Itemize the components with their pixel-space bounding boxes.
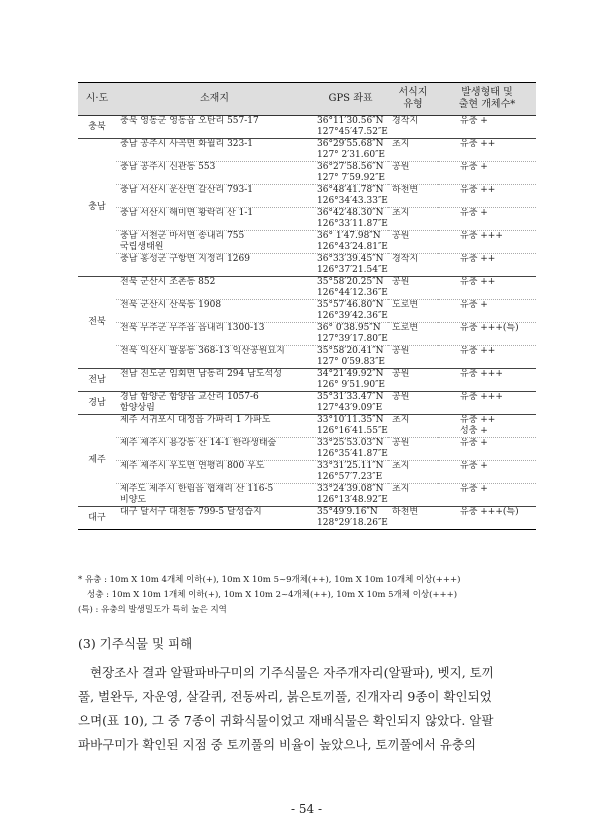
occurrence-cell: 유충 + bbox=[438, 208, 536, 231]
occurrence-cell: 유충 + bbox=[438, 461, 536, 484]
occurrence-cell: 유충 +++ bbox=[438, 369, 536, 392]
address-cell: 제주 제주시 용강동 산 14-1 한라생태숲 bbox=[116, 438, 313, 461]
table-row bbox=[78, 208, 536, 231]
table-row bbox=[78, 346, 536, 369]
table-row bbox=[78, 507, 536, 530]
gps-cell: 35°58′20.25″N 126°44′12.36″E bbox=[313, 277, 388, 300]
address-cell: 충남 서천군 마서면 송내리 755 국립생태원 bbox=[116, 231, 313, 254]
table-row bbox=[78, 484, 536, 507]
address-cell: 전북 무주군 무주읍 읍내리 1300-13 bbox=[116, 323, 313, 346]
table-row bbox=[78, 300, 536, 323]
habitat-cell: 도로변 bbox=[388, 323, 438, 346]
table-row bbox=[78, 254, 536, 277]
occurrence-cell: 유충 ++ bbox=[438, 139, 536, 162]
address-cell: 전북 군산시 조촌동 852 bbox=[116, 277, 313, 300]
table-row bbox=[78, 369, 536, 392]
habitat-cell: 하천변 bbox=[388, 507, 438, 530]
gps-cell: 34°21′49.92″N 126° 9′51.90″E bbox=[313, 369, 388, 392]
sido-cell: 경남 bbox=[78, 392, 116, 415]
habitat-cell: 경작지 bbox=[388, 254, 438, 277]
gps-cell: 36°29′55.68″N 127° 2′31.60″E bbox=[313, 139, 388, 162]
table-row bbox=[78, 231, 536, 254]
habitat-cell: 도로변 bbox=[388, 300, 438, 323]
habitat-cell: 공원 bbox=[388, 369, 438, 392]
address-cell: 전북 군산시 산북동 1908 bbox=[116, 300, 313, 323]
footnote-special: (특) : 유충의 발생밀도가 특히 높은 지역 bbox=[78, 605, 227, 615]
habitat-cell: 공원 bbox=[388, 438, 438, 461]
body-paragraph bbox=[78, 661, 533, 757]
address-cell: 제주 서귀포시 대정읍 가파리 1 가파도 bbox=[116, 415, 313, 438]
table-row bbox=[78, 323, 536, 346]
gps-cell: 33°25′53.03″N 126°35′41.87″E bbox=[313, 438, 388, 461]
occurrence-cell: 유충 ++ bbox=[438, 254, 536, 277]
habitat-cell: 초지 bbox=[388, 461, 438, 484]
occurrence-table bbox=[78, 82, 536, 530]
address-cell: 전북 익산시 팔봉동 368-13 익산공원묘지 bbox=[116, 346, 313, 369]
gps-cell: 35°49′9.16″N 128°29′18.26″E bbox=[313, 507, 388, 530]
habitat-cell: 초지 bbox=[388, 139, 438, 162]
habitat-cell: 하천변 bbox=[388, 185, 438, 208]
address-cell: 전남 진도군 임회면 남동리 294 남도석성 bbox=[116, 369, 313, 392]
header-occurrence: 발생형태 및 출현 개체수* bbox=[438, 83, 536, 116]
paragraph-line: 으며(표 10), 그 중 7종이 귀화식물이었고 재배식물은 확인되지 않았다. 알팔 bbox=[78, 713, 494, 728]
gps-cell: 36°27′58.56″N 127° 7′59.92″E bbox=[313, 162, 388, 185]
address-cell: 충남 공주시 신관동 553 bbox=[116, 162, 313, 185]
habitat-cell: 초지 bbox=[388, 415, 438, 438]
footnote-adult: 성충 : 10m X 10m 1개체 이하(+), 10m X 10m 2~4개체(++), 10m X 10m 5개체 이상(+++) bbox=[87, 590, 458, 600]
gps-cell: 36° 1′47.98″N 126°43′24.81″E bbox=[313, 231, 388, 254]
sido-cell: 전남 bbox=[78, 369, 116, 392]
occurrence-cell: 유충 ++ bbox=[438, 346, 536, 369]
table-row bbox=[78, 438, 536, 461]
occurrence-cell: 유충 + bbox=[438, 116, 536, 139]
occurrence-cell: 유충 +++ bbox=[438, 392, 536, 415]
address-cell: 충남 서산시 운산면 갈산리 793-1 bbox=[116, 185, 313, 208]
address-cell: 충남 서산시 해미면 황락리 산 1-1 bbox=[116, 208, 313, 231]
paragraph-line: 현장조사 결과 알팔파바구미의 기주식물은 자주개자리(알팔파), 벳지, 토끼 bbox=[90, 665, 494, 680]
habitat-cell: 공원 bbox=[388, 162, 438, 185]
gps-cell: 36°11′30.56″N 127°45′47.52″E bbox=[313, 116, 388, 139]
habitat-cell: 공원 bbox=[388, 277, 438, 300]
occurrence-cell: 유충 +++(특) bbox=[438, 507, 536, 530]
habitat-cell: 경작지 bbox=[388, 116, 438, 139]
habitat-cell: 공원 bbox=[388, 346, 438, 369]
header-gps: GPS 좌표 bbox=[313, 83, 388, 116]
address-cell: 경남 함양군 함양읍 교산리 1057-6 함양상림 bbox=[116, 392, 313, 415]
sido-cell: 충남 bbox=[78, 139, 116, 277]
paragraph-line: 파바구미가 확인된 지점 중 토끼풀의 비율이 높았으나, 토끼풀에서 유충의 bbox=[78, 737, 477, 752]
occurrence-cell: 유충 +++ bbox=[438, 231, 536, 254]
table-row bbox=[78, 139, 536, 162]
habitat-cell: 초지 bbox=[388, 484, 438, 507]
table-header bbox=[78, 83, 536, 116]
address-cell: 충남 홍성군 구항면 지정리 1269 bbox=[116, 254, 313, 277]
footnote-larva: * 유충 : 10m X 10m 4개체 이하(+), 10m X 10m 5~9개체(++), 10m X 10m 10개체 이상(+++) bbox=[78, 575, 461, 585]
habitat-cell: 공원 bbox=[388, 231, 438, 254]
address-cell: 대구 달서구 대천동 799-5 달성습지 bbox=[116, 507, 313, 530]
table-footnotes bbox=[78, 573, 548, 618]
occurrence-cell: 유충 + bbox=[438, 484, 536, 507]
table-row bbox=[78, 392, 536, 415]
paragraph-line: 풀, 벌완두, 자운영, 살갈퀴, 전동싸리, 붉은토끼풀, 진개자리 9종이 확인되었 bbox=[78, 689, 492, 704]
habitat-cell: 초지 bbox=[388, 208, 438, 231]
gps-cell: 36° 0′38.95″N 127°39′17.80″E bbox=[313, 323, 388, 346]
address-cell: 제주도 제주시 한림읍 협재리 산 116-5 비양도 bbox=[116, 484, 313, 507]
gps-cell: 33°31′25.11″N 126°57′7.23″E bbox=[313, 461, 388, 484]
table-row bbox=[78, 185, 536, 208]
address-cell: 충북 영동군 영동읍 오탄리 557-17 bbox=[116, 116, 313, 139]
gps-cell: 35°31′33.47″N 127°43′9.09″E bbox=[313, 392, 388, 415]
gps-cell: 35°57′46.80″N 126°39′42.36″E bbox=[313, 300, 388, 323]
table-row bbox=[78, 415, 536, 438]
table-row bbox=[78, 277, 536, 300]
sido-cell: 충북 bbox=[78, 116, 116, 139]
occurrence-cell: 유충 ++ 성충 + bbox=[438, 415, 536, 438]
sido-cell: 전북 bbox=[78, 277, 116, 369]
gps-cell: 36°48′41.78″N 126°34′43.33″E bbox=[313, 185, 388, 208]
header-address: 소재지 bbox=[116, 83, 313, 116]
table-body bbox=[78, 116, 536, 530]
header-habitat: 서식지 유형 bbox=[388, 83, 438, 116]
occurrence-cell: 유충 +++(특) bbox=[438, 323, 536, 346]
sido-cell: 대구 bbox=[78, 507, 116, 530]
table-row bbox=[78, 461, 536, 484]
page-number: - 54 - bbox=[290, 802, 322, 816]
address-cell: 충남 공주시 사곡면 화월리 323-1 bbox=[116, 139, 313, 162]
habitat-cell: 공원 bbox=[388, 392, 438, 415]
gps-cell: 36°33′39.45″N 126°37′21.54″E bbox=[313, 254, 388, 277]
gps-cell: 35°58′20.41″N 127° 0′59.83″E bbox=[313, 346, 388, 369]
occurrence-cell: 유충 + bbox=[438, 438, 536, 461]
address-cell: 제주 제주시 우도면 연평리 800 우도 bbox=[116, 461, 313, 484]
header-sido: 시·도 bbox=[78, 83, 116, 116]
gps-cell: 33°24′39.08″N 126°13′48.92″E bbox=[313, 484, 388, 507]
sido-cell: 제주 bbox=[78, 415, 116, 507]
occurrence-cell: 유충 + bbox=[438, 162, 536, 185]
occurrence-cell: 유충 + bbox=[438, 300, 536, 323]
table-row bbox=[78, 162, 536, 185]
occurrence-cell: 유충 ++ bbox=[438, 185, 536, 208]
occurrence-cell: 유충 ++ bbox=[438, 277, 536, 300]
section-title: (3) 기주식물 및 피해 bbox=[78, 636, 193, 651]
gps-cell: 36°42′48.30″N 126°33′11.87″E bbox=[313, 208, 388, 231]
table-row bbox=[78, 116, 536, 139]
gps-cell: 33°10′11.35″N 126°16′41.55″E bbox=[313, 415, 388, 438]
